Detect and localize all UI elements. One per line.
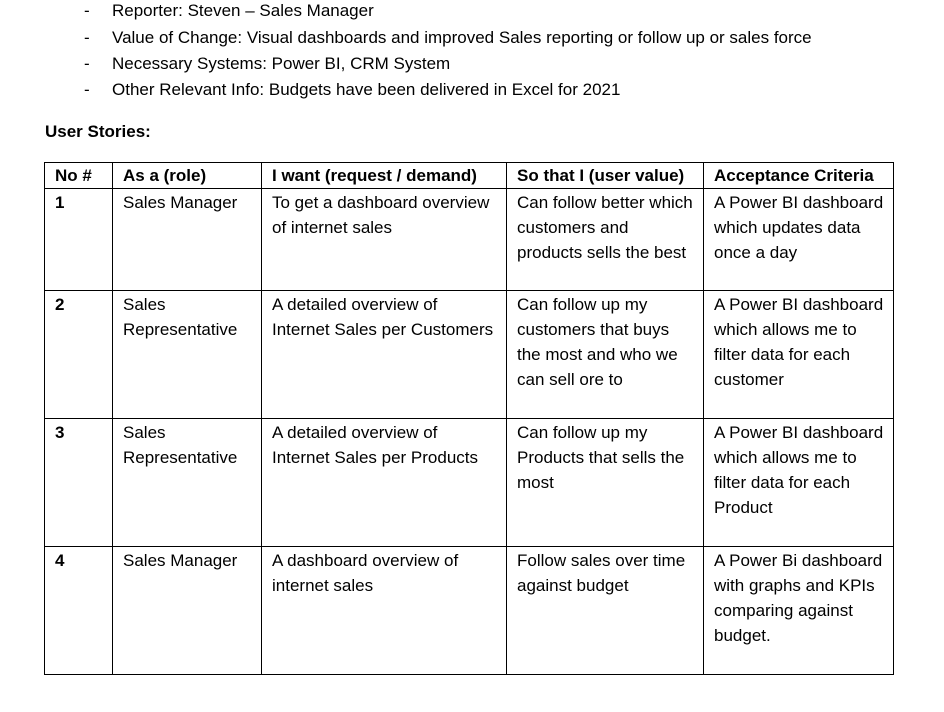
header-criteria: Acceptance Criteria (704, 163, 894, 189)
cell-role: Sales Manager (113, 189, 262, 291)
bullet-dash: - (84, 80, 90, 99)
cell-role: Sales Representative (113, 419, 262, 547)
bullet-reporter (0, 0, 944, 24)
bullet-text: Necessary Systems: Power BI, CRM System (112, 54, 451, 73)
cell-value: Follow sales over time against budget (507, 547, 704, 675)
cell-value: Can follow up my Products that sells the most (507, 419, 704, 547)
header-want: I want (request / demand) (262, 163, 507, 189)
bullet-text: Other Relevant Info: Budgets have been delivered in Excel for 2021 (112, 80, 621, 99)
bullet-necessary-systems (0, 51, 944, 77)
bullet-text: Value of Change: Visual dashboards and improved Sales reporting or follow up or sales force (112, 28, 812, 47)
section-title: User Stories: (45, 122, 151, 141)
bullet-dash: - (84, 28, 90, 47)
cell-no: 4 (45, 547, 113, 675)
cell-no: 2 (45, 291, 113, 419)
table-row (45, 419, 894, 547)
cell-criteria: A Power BI dashboard which allows me to filter data for each Product (704, 419, 894, 547)
cell-want: A dashboard overview of internet sales (262, 547, 507, 675)
cell-want: A detailed overview of Internet Sales per Products (262, 419, 507, 547)
cell-criteria: A Power BI dashboard which updates data once a day (704, 189, 894, 291)
bullet-text: Reporter: Steven – Sales Manager (112, 1, 374, 20)
cell-want: A detailed overview of Internet Sales per Customers (262, 291, 507, 419)
cell-no: 3 (45, 419, 113, 547)
user-stories-table (44, 162, 894, 675)
bullet-other-info (0, 77, 944, 103)
cell-want: To get a dashboard overview of internet sales (262, 189, 507, 291)
cell-no: 1 (45, 189, 113, 291)
header-no: No # (45, 163, 113, 189)
cell-value: Can follow up my customers that buys the most and who we can sell ore to (507, 291, 704, 419)
table-header-row (45, 163, 894, 189)
cell-criteria: A Power BI dashboard which allows me to filter data for each customer (704, 291, 894, 419)
cell-role: Sales Manager (113, 547, 262, 675)
cell-value: Can follow better which customers and products sells the best (507, 189, 704, 291)
header-role: As a (role) (113, 163, 262, 189)
cell-criteria: A Power Bi dashboard with graphs and KPIs comparing against budget. (704, 547, 894, 675)
table-row (45, 189, 894, 291)
header-value: So that I (user value) (507, 163, 704, 189)
bullet-dash: - (84, 1, 90, 20)
table-row (45, 547, 894, 675)
bullet-value-of-change (0, 25, 944, 51)
bullet-dash: - (84, 54, 90, 73)
cell-role: Sales Representative (113, 291, 262, 419)
table-row (45, 291, 894, 419)
